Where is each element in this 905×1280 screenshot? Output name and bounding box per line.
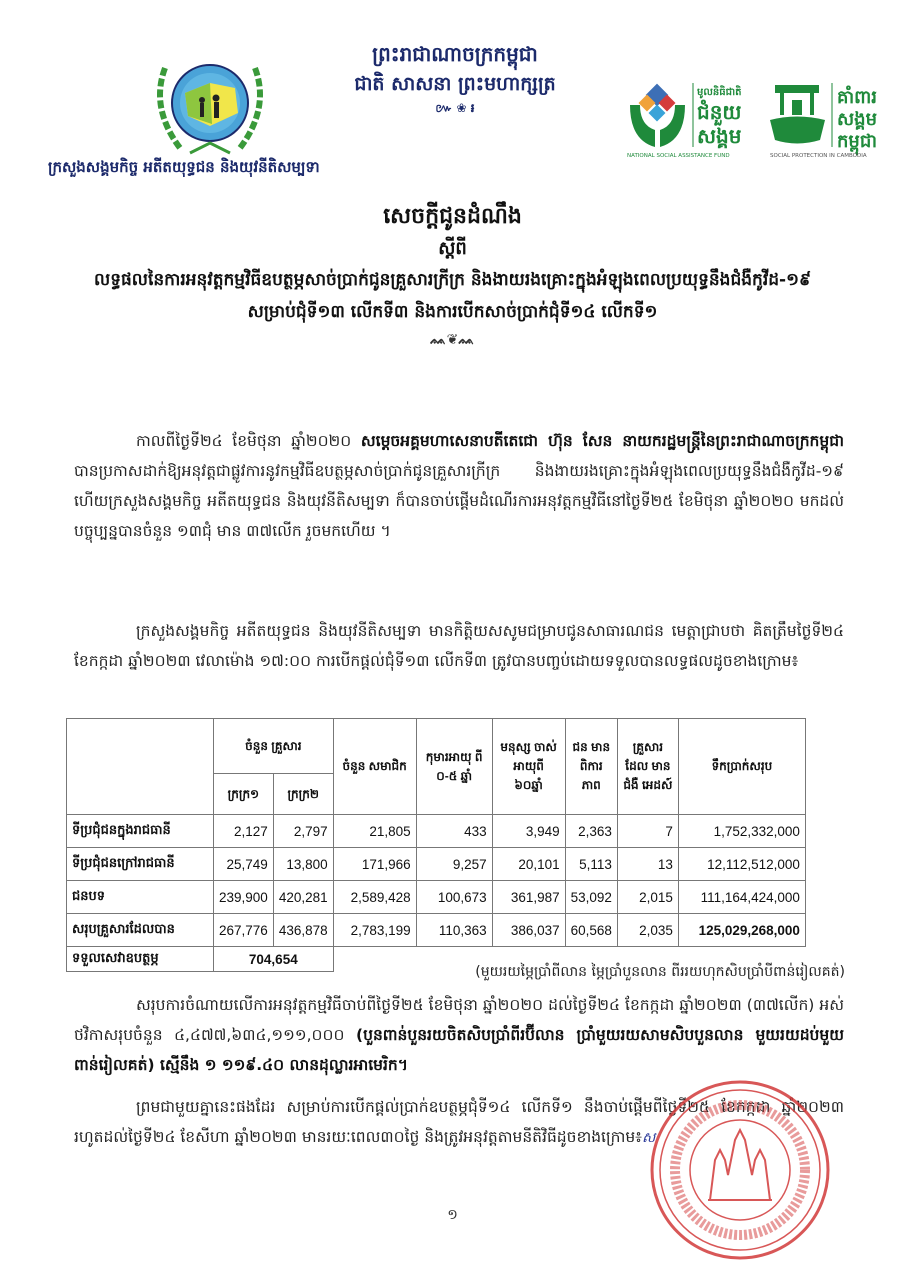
sp-khmer-text [837,85,877,156]
beneficiaries-value: 704,654 [214,947,334,972]
cell-disabled: 53,092 [565,881,617,914]
table-row [67,881,806,914]
cell-elderly: 3,949 [492,815,565,848]
p1-text-1: កាលពីថ្ងៃទី២៤ ខែមិថុនា ឆ្នាំ២០២០ [136,432,361,450]
header-elderly: មនុស្ស ចាស់ អាយុពី ៦០ឆ្នាំ [492,719,565,815]
p1-text-2: បានប្រកាសដាក់ឱ្យអនុវត្តជាផ្លូវការនូវកម្មវិធីឧបត្ថម្ភសាច់ប្រាក់ជូនគ្រួសារក្រីក្រ និងងាយរងគ្រោះក្នុងអំឡុងពេលប្រយុទ្ធនឹងជំងឺកូវីដ-១៩ ហើយក្រសួងសង្គមកិច្ច អតីតយុទ្ធជន និងយុវនីតិសម្បទា ក៏បានចាប់ផ្តើមដំណើរការអនុវត្តកម្មវិធីនៅថ្ងៃទី២៥ ខែមិថុនា ឆ្នាំ២០២០ មកដល់បច្ចុប្បន្នបានចំនួន ១៣ជុំ មាន ៣៧លើក រួចមកហើយ ។ [74,462,844,540]
svg-text:កម្ពុជា: កម្ពុជា [837,131,877,152]
table-row-total [67,914,806,947]
title-subject: លទ្ធផលនៃការអនុវត្តកម្មវិធីឧបត្ថម្ភសាច់ប្រាក់ជូនគ្រួសារក្រីក្រ និងងាយរងគ្រោះក្នុងអំឡុងពេលប្រយុទ្ធនឹងជំងឺកូវីដ-១៩ សម្រាប់ជុំទី១៣ លើកទី៣ និងការបើកសាច់ប្រាក់ជុំទី១៤ លើកទី១ [94,270,811,322]
table-header-row [67,719,806,774]
cell-members: 171,966 [333,848,416,881]
p3-bold: (បួនពាន់បួនរយចិតសិបប្រាំពីរប៊ីលាន ប្រាំមួយរយសាមសិបបួនលាន មួយរយដប់មួយពាន់រៀលគត់) ស្មើនឹង ១ ១១៩.៤០ លានដុល្លារអាមេរិក។ [74,1026,844,1074]
page-number: ១ [447,1207,458,1223]
paragraph-3 [74,990,844,1080]
cell-poor2: 436,878 [273,914,333,947]
table-row [67,815,806,848]
title-ornament: ᨐ❦ᨐ [430,332,475,348]
svg-text:មូលនិធិជាតិ: មូលនិធិជាតិ [697,87,742,98]
title-sub: ស្តីពី [438,238,467,259]
cell-members: 2,783,199 [333,914,416,947]
p1-bold: សម្តេចអគ្គមហាសេនាបតីតេជោ ហ៊ុន សែន នាយករដ្ឋមន្ត្រីនៃព្រះរាជាណាចក្រកម្ពុជា [360,432,844,450]
title-main: សេចក្តីជូនដំណឹង [383,204,522,229]
svg-text:ជំនួយ: ជំនួយ [697,100,742,124]
kingdom-motto [300,40,610,118]
nsaf-english: NATIONAL SOCIAL ASSISTANCE FUND [627,153,730,159]
ministry-name: ក្រសួងសង្គមកិច្ច អតីតយុទ្ធជន និងយុវនីតិសម្បទា [48,158,320,176]
partner-logos [625,75,900,160]
beneficiaries-label: ទទួលសេវាឧបត្ថម្ភ [67,947,214,972]
header-children: កុមារអាយុ ពី ០-៥ ឆ្នាំ [416,719,492,815]
cell-elderly: 20,101 [492,848,565,881]
kingdom-line-1: ព្រះរាជាណាចក្រកម្ពុជា [372,42,538,66]
header-families: ចំនួន គ្រួសារ [214,719,334,774]
cell-members: 2,589,428 [333,881,416,914]
sp-english: SOCIAL PROTECTION IN CAMBODIA [770,153,867,159]
official-seal-icon [640,1075,840,1265]
announcement-title [60,200,845,352]
cell-children: 100,673 [416,881,492,914]
header-empty [67,719,214,815]
header-ornament: ៚ ❀ ៛ [435,101,475,115]
cell-hiv: 13 [617,848,678,881]
cell-members: 21,805 [333,815,416,848]
cell-disabled: 60,568 [565,914,617,947]
cell-poor2: 2,797 [273,815,333,848]
cell-poor1: 239,900 [214,881,274,914]
paragraph-1 [74,426,844,546]
p4-text: ព្រមជាមួយគ្នានេះផងដែរ សម្រាប់ការបើកផ្តល់ប្រាក់ឧបត្ថម្ភជុំទី១៤ លើកទី១ នឹងចាប់ផ្តើមពីថ្ងៃទី២៥ ខែកក្កដា ឆ្នាំ២០២៣ រហូតដល់ថ្ងៃទី២៤ ខែសីហា ឆ្នាំ២០២៣ មានរយៈពេល៣០ថ្ងៃ និងត្រូវអនុវត្តតាមនីតិវិធីដូចខាងក្រោម៖ [74,1098,844,1146]
results-table [66,718,806,972]
header-total-amount: ទឹកប្រាក់សរុប [678,719,805,815]
cell-amount: 12,112,512,000 [678,848,805,881]
cell-disabled: 5,113 [565,848,617,881]
header-disabled: ជន មាន ពិការ ភាព [565,719,617,815]
cell-poor2: 13,800 [273,848,333,881]
amount-in-words: (មួយរយម្ភៃប្រាំពីលាន ម្ភៃប្រាំបួនលាន ពីររយហុកសិបប្រាំបីពាន់រៀលគត់) [475,964,845,980]
p3-text: សរុបការចំណាយលើការអនុវត្តកម្មវិធីចាប់ពីថ្ងៃទី២៥ ខែមិថុនា ឆ្នាំ២០២០ ដល់ថ្ងៃទី២៤ ខែកក្កដា ឆ្នាំ២០២៣ (៣៧លើក) អស់ថវិកាសរុបចំនួន ៤,៤៧៧,៦៣៤,១១១,០០០ [74,996,844,1044]
svg-text:សង្គម: សង្គម [837,109,877,130]
cell-children: 433 [416,815,492,848]
row-label: សរុបគ្រួសារដែលបាន [67,914,214,947]
cell-hiv: 2,035 [617,914,678,947]
cell-hiv: 2,015 [617,881,678,914]
table-row [67,848,806,881]
cell-children: 110,363 [416,914,492,947]
ministry-emblem-icon [140,48,280,163]
header-poor1: ក្រក្រ១ [214,774,274,815]
header-hiv: គ្រួសារ ដែល មានជំងឺ អេដស៍ [617,719,678,815]
paragraph-2 [74,616,844,676]
row-label: ទីប្រជុំជនក្នុងរាជធានី [67,815,214,848]
cell-amount: 111,164,424,000 [678,881,805,914]
svg-text:សង្គម: សង្គម [697,124,742,148]
cell-poor1: 25,749 [214,848,274,881]
cell-elderly: 361,987 [492,881,565,914]
cell-children: 9,257 [416,848,492,881]
cell-elderly: 386,037 [492,914,565,947]
row-label: ជនបទ [67,881,214,914]
cell-amount: 1,752,332,000 [678,815,805,848]
signature-mark: ស [642,1130,656,1146]
cell-amount: 125,029,268,000 [678,914,805,947]
cell-poor2: 420,281 [273,881,333,914]
p2-text: ក្រសួងសង្គមកិច្ច អតីតយុទ្ធជន និងយុវនីតិសម្បទា មានកិត្តិយសសូមជម្រាបជូនសាធារណជន មេត្តាជ្រាបថា គិតត្រឹមថ្ងៃទី២៤ ខែកក្កដា ឆ្នាំ២០២៣ វេលាម៉ោង ១៧:០០ ការបើកផ្តល់ជុំទី១៣ លើកទី៣ ត្រូវបានបញ្ចប់ដោយទទួលបានលទ្ធផលដូចខាងក្រោម៖ [74,622,844,670]
cell-hiv: 7 [617,815,678,848]
cell-poor1: 2,127 [214,815,274,848]
nsaf-khmer-text [697,85,742,149]
header-members: ចំនួន សមាជិក [333,719,416,815]
cell-poor1: 267,776 [214,914,274,947]
cell-disabled: 2,363 [565,815,617,848]
social-protection-logo-icon [770,83,832,147]
nsaf-logo-icon [630,83,693,147]
header-poor2: ក្រក្រ២ [273,774,333,815]
kingdom-line-2: ជាតិ សាសនា ព្រះមហាក្សត្រ [354,73,556,95]
row-label: ទីប្រជុំជនក្រៅរាជធានី [67,848,214,881]
svg-text:គាំពារ: គាំពារ [837,87,877,108]
